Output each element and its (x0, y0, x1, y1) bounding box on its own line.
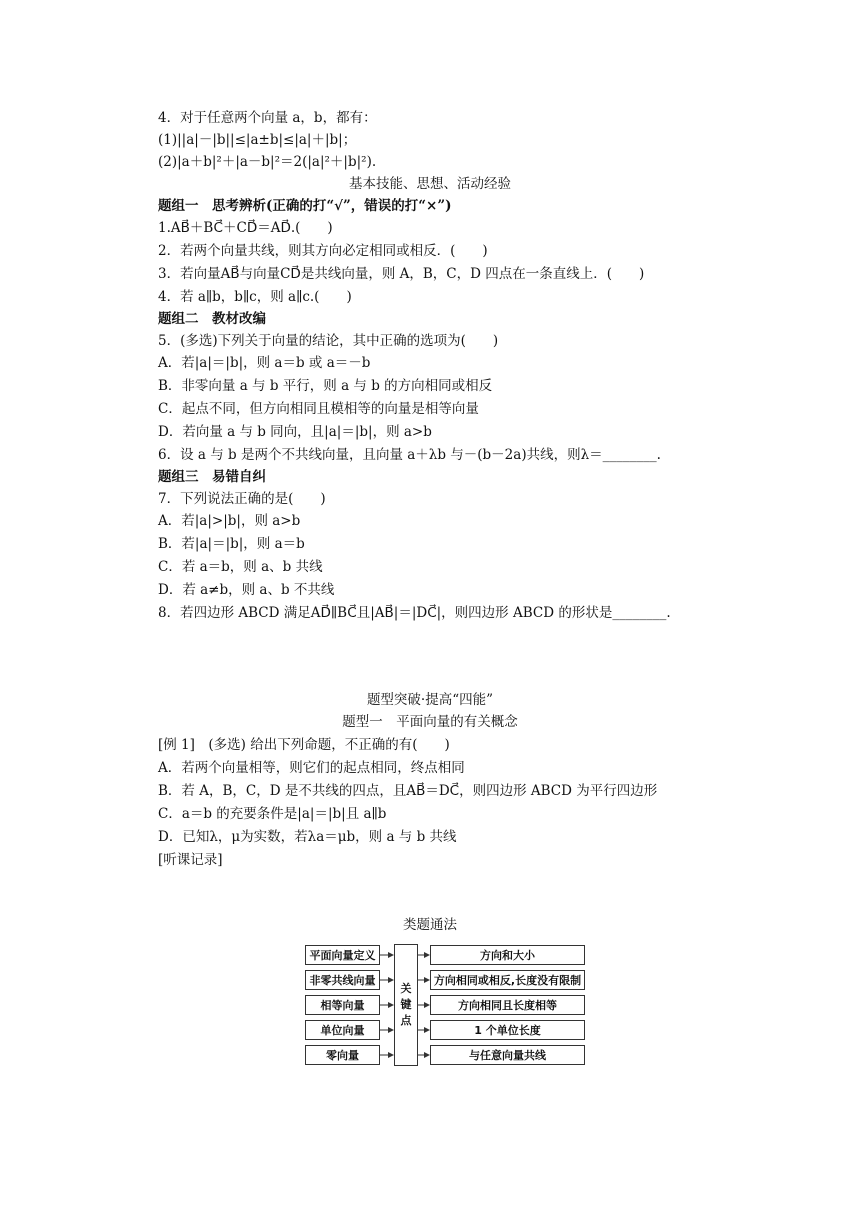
concept-box-unit: 单位向量 (305, 1020, 380, 1040)
question-7: 7．下列说法正确的是( ) (158, 491, 326, 507)
key-box-definition: 方向和大小 (430, 945, 585, 965)
concept-box-zero: 零向量 (305, 1045, 380, 1065)
question-5-option-a: A．若|a|＝|b|，则 a＝b 或 a＝－b (158, 355, 371, 371)
example-1-option-d: D．已知λ，μ为实数，若λa＝μb，则 a 与 b 共线 (158, 829, 457, 845)
item4-formula-2: (2)|a＋b|²＋|a－b|²＝2(|a|²＋|b|²). (158, 154, 377, 170)
key-point-char: 键 (400, 998, 412, 1011)
key-box-unit: 1 个单位长度 (430, 1020, 585, 1040)
concept-box-definition: 平面向量定义 (305, 945, 380, 965)
group3-heading: 题组三 易错自纠 (158, 469, 266, 485)
item4-intro: 4．对于任意两个向量 a，b，都有： (158, 110, 377, 126)
question-8: 8．若四边形 ABCD 满足AD⃗∥BC⃗且|AB⃗|＝|DC⃗|，则四边形 ABCD 的形状是________. (158, 605, 671, 621)
key-point-char: 点 (400, 1014, 412, 1027)
key-point-box (394, 944, 418, 1066)
question-7-option-c: C．若 a＝b，则 a、b 共线 (158, 559, 323, 575)
key-box-zero: 与任意向量共线 (430, 1045, 585, 1065)
question-2: 2．若两个向量共线，则其方向必定相同或相反．( ) (158, 243, 488, 259)
section2-title: 题型突破·提高“四能” (366, 692, 494, 708)
question-7-option-b: B．若|a|＝|b|，则 a＝b (158, 536, 305, 552)
item4-formula-1: (1)||a|－|b||≤|a±b|≤|a|＋|b|； (158, 132, 357, 148)
concept-box-equal: 相等向量 (305, 995, 380, 1015)
lecture-notes-label: [听课记录] (158, 852, 223, 868)
key-box-equal: 方向相同且长度相等 (430, 995, 585, 1015)
question-5-option-d: D．若向量 a 与 b 同向，且|a|＝|b|，则 a>b (158, 424, 432, 440)
question-7-option-d: D．若 a≠b，则 a、b 不共线 (158, 582, 335, 598)
key-point-char: 关 (400, 982, 412, 995)
example-1: [例 1] (多选) 给出下列命题，不正确的有( ) (158, 737, 450, 753)
question-3: 3．若向量AB⃗与向量CD⃗是共线向量，则 A，B，C，D 四点在一条直线上．( ) (158, 266, 645, 282)
question-6: 6．设 a 与 b 是两个不共线向量，且向量 a＋λb 与－(b－2a)共线，则λ＝________. (158, 447, 661, 463)
example-1-option-a: A．若两个向量相等，则它们的起点相同，终点相同 (158, 760, 465, 776)
group1-heading: 题组一 思考辨析(正确的打“√”，错误的打“×”) (158, 198, 452, 214)
example-1-option-c: C．a＝b 的充要条件是|a|＝|b|且 a∥b (158, 806, 387, 822)
question-7-option-a: A．若|a|>|b|，则 a>b (158, 513, 301, 529)
question-5-option-c: C．起点不同，但方向相同且模相等的向量是相等向量 (158, 401, 479, 417)
section1-title: 基本技能、思想、活动经验 (349, 176, 511, 192)
key-box-collinear: 方向相同或相反,长度没有限制 (430, 970, 585, 990)
diagram-title: 类题通法 (403, 917, 457, 933)
question-1: 1.AB⃗＋BC⃗＋CD⃗＝AD⃗.( ) (158, 220, 333, 236)
question-5-option-b: B．非零向量 a 与 b 平行，则 a 与 b 的方向相同或相反 (158, 378, 493, 394)
question-5: 5．(多选)下列关于向量的结论，其中正确的选项为( ) (158, 333, 499, 349)
question-4: 4．若 a∥b，b∥c，则 a∥c.( ) (158, 289, 352, 305)
group2-heading: 题组二 教材改编 (158, 311, 266, 327)
section2-subtitle: 题型一 平面向量的有关概念 (342, 714, 518, 730)
example-1-option-b: B．若 A，B，C，D 是不共线的四点，且AB⃗＝DC⃗，则四边形 ABCD 为平行四边形 (158, 783, 658, 799)
concept-box-collinear: 非零共线向量 (305, 970, 380, 990)
